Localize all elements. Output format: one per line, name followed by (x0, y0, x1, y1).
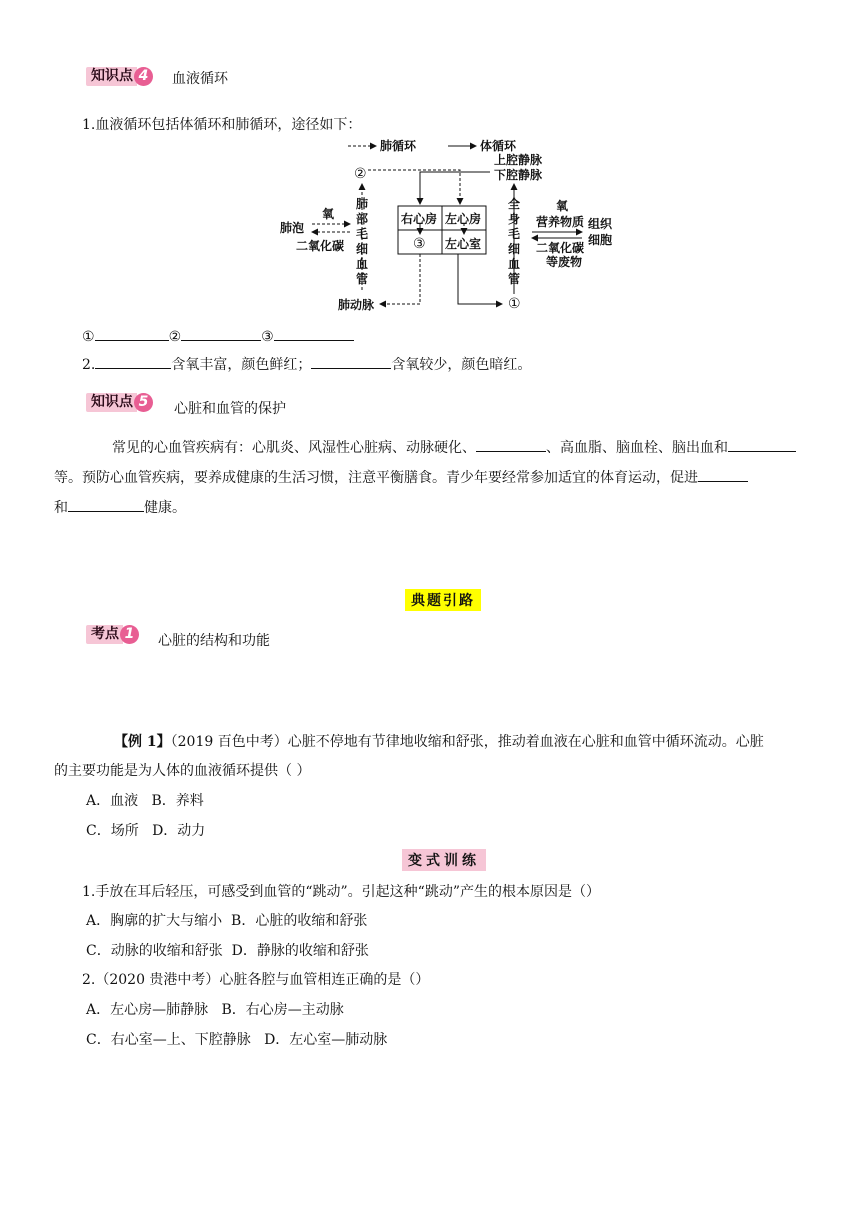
variant-2-option-b[interactable]: B．右心房—主动脉 (221, 1002, 344, 1018)
variant-1-option-a[interactable]: A．胸廓的扩大与缩小 (86, 913, 223, 929)
circle-3: ③ (413, 236, 426, 252)
kp5-tag: 知识点 (86, 393, 137, 412)
blood-circulation-diagram (270, 134, 640, 316)
kp4-badge (86, 66, 153, 86)
kp4-tag: 知识点 (86, 67, 137, 86)
kp5-badge (86, 392, 153, 412)
label-alveoli: 肺泡 (280, 221, 305, 235)
svg-text:管: 管 (356, 272, 369, 286)
label-left-ventricle: 左心室 (445, 237, 482, 251)
variant-1-options-cd (86, 940, 369, 960)
example-1-label: 【例 1】 (114, 734, 171, 750)
circle-1: ① (508, 296, 521, 312)
example-1-options-cd (86, 820, 205, 840)
kd1-title: 心脏的结构和功能 (158, 633, 270, 649)
svg-text:毛: 毛 (356, 227, 369, 241)
q2-prefix: 2. (82, 357, 96, 373)
answer-blank-3[interactable] (274, 326, 354, 341)
answer-blank-5[interactable] (311, 354, 391, 369)
svg-text:细: 细 (508, 242, 521, 256)
label-wastes: 等废物 (546, 255, 583, 269)
svg-text:血: 血 (508, 257, 521, 271)
svg-text:管: 管 (508, 272, 521, 286)
kd1-tag: 考点 (86, 625, 123, 644)
example-1-line-2: 的主要功能是为人体的血液循环提供（ ） (54, 763, 311, 779)
para1-b: 、高血脂、脑血栓、脑出血和 (546, 440, 728, 456)
variant-1-option-d[interactable]: D．静脉的收缩和舒张 (231, 943, 369, 959)
kp4-number: 4 (134, 67, 153, 86)
label-svc: 上腔静脉 (494, 153, 543, 167)
label-right-atrium: 右心房 (401, 212, 438, 226)
kd1-badge (86, 624, 139, 644)
blank-label-3: ③ (261, 329, 274, 345)
variant-1-question: 1.手放在耳后轻压，可感受到血管的“跳动”。引起这种“跳动”产生的根本原因是（） (82, 884, 600, 900)
svg-text:全: 全 (508, 197, 521, 211)
variant-2-option-d[interactable]: D．左心室—肺动脉 (264, 1032, 388, 1048)
q2-suffix: 含氧较少，颜色暗红。 (391, 357, 532, 373)
section-heading: 典题引路 (405, 589, 481, 611)
label-co2-left: 二氧化碳 (296, 239, 345, 253)
example-1-option-c[interactable]: C．场所 (86, 823, 139, 839)
label-left-atrium: 左心房 (445, 212, 482, 226)
para3-a: 和 (54, 500, 68, 516)
kd1-number: 1 (120, 625, 139, 644)
label-ivc: 下腔静脉 (494, 168, 543, 182)
svg-text:细: 细 (356, 242, 369, 256)
blank-label-1: ① (82, 329, 95, 345)
answer-blank-8[interactable] (698, 467, 748, 482)
kp4-question-1: 1.血液循环包括体循环和肺循环，途径如下： (82, 117, 362, 133)
kp4-question-2 (82, 354, 531, 374)
para3-b: 健康。 (144, 500, 186, 516)
answer-blank-6[interactable] (476, 437, 546, 452)
label-nutrients: 营养物质 (536, 215, 585, 229)
example-1-line-1 (114, 731, 764, 751)
label-oxygen-right: 氧 (556, 199, 569, 213)
legend-pulmonary: 肺循环 (380, 139, 417, 153)
kp4-title: 血液循环 (172, 71, 228, 87)
answer-blank-7[interactable] (728, 437, 796, 452)
kp5-para-line-1 (112, 437, 796, 457)
kp5-para-line-3 (54, 497, 186, 517)
circle-2: ② (354, 166, 367, 182)
kp5-para-line-2 (54, 467, 748, 487)
example-1-text-1: （2019 百色中考）心脏不停地有节律地收缩和舒张，推动着血液在心脏和血管中循环流动。心脏 (170, 734, 764, 750)
variant-2-option-a[interactable]: A．左心房—肺静脉 (86, 1002, 209, 1018)
example-1-option-d[interactable]: D．动力 (152, 823, 206, 839)
blank-label-2: ② (168, 329, 182, 345)
variant-1-option-c[interactable]: C．动脉的收缩和舒张 (86, 943, 223, 959)
answer-blank-9[interactable] (68, 497, 144, 512)
svg-text:身: 身 (508, 212, 521, 226)
answer-blank-4[interactable] (95, 354, 171, 369)
variant-2-options-cd (86, 1029, 387, 1049)
variant-heading: 变式训练 (402, 849, 486, 871)
q2-middle: 含氧丰富，颜色鲜红； (171, 357, 312, 373)
variant-2-option-c[interactable]: C．右心室—上、下腔静脉 (86, 1032, 251, 1048)
svg-text:毛: 毛 (508, 227, 521, 241)
example-1-option-b[interactable]: B．养料 (151, 793, 204, 809)
label-pulmonary-artery: 肺动脉 (338, 298, 375, 312)
example-1-option-a[interactable]: A．血液 (86, 793, 139, 809)
answer-blank-1[interactable] (95, 326, 169, 341)
svg-text:肺: 肺 (356, 197, 369, 211)
kp5-number: 5 (134, 393, 153, 412)
label-oxygen-left: 氧 (322, 207, 335, 221)
svg-text:部: 部 (356, 212, 369, 226)
variant-1-options-ab (86, 910, 367, 930)
para1-a: 常见的心血管疾病有：心肌炎、风湿性心脏病、动脉硬化、 (112, 440, 476, 456)
kp4-blanks-line (82, 326, 354, 345)
svg-text:血: 血 (356, 257, 369, 271)
label-cells: 细胞 (588, 233, 613, 247)
variant-1-option-b[interactable]: B．心脏的收缩和舒张 (231, 913, 368, 929)
answer-blank-2[interactable] (181, 326, 261, 341)
para2: 等。预防心血管疾病，要养成健康的生活习惯，注意平衡膳食。青少年要经常参加适宜的体育运动，促进 (54, 470, 698, 486)
legend-systemic: 体循环 (480, 139, 517, 153)
kp5-title: 心脏和血管的保护 (174, 401, 286, 417)
variant-2-options-ab (86, 999, 344, 1019)
label-tissue: 组织 (588, 217, 613, 231)
label-co2-right: 二氧化碳 (536, 241, 585, 255)
variant-2-question: 2.（2020 贵港中考）心脏各腔与血管相连正确的是（） (82, 972, 430, 988)
example-1-options-ab (86, 790, 204, 810)
